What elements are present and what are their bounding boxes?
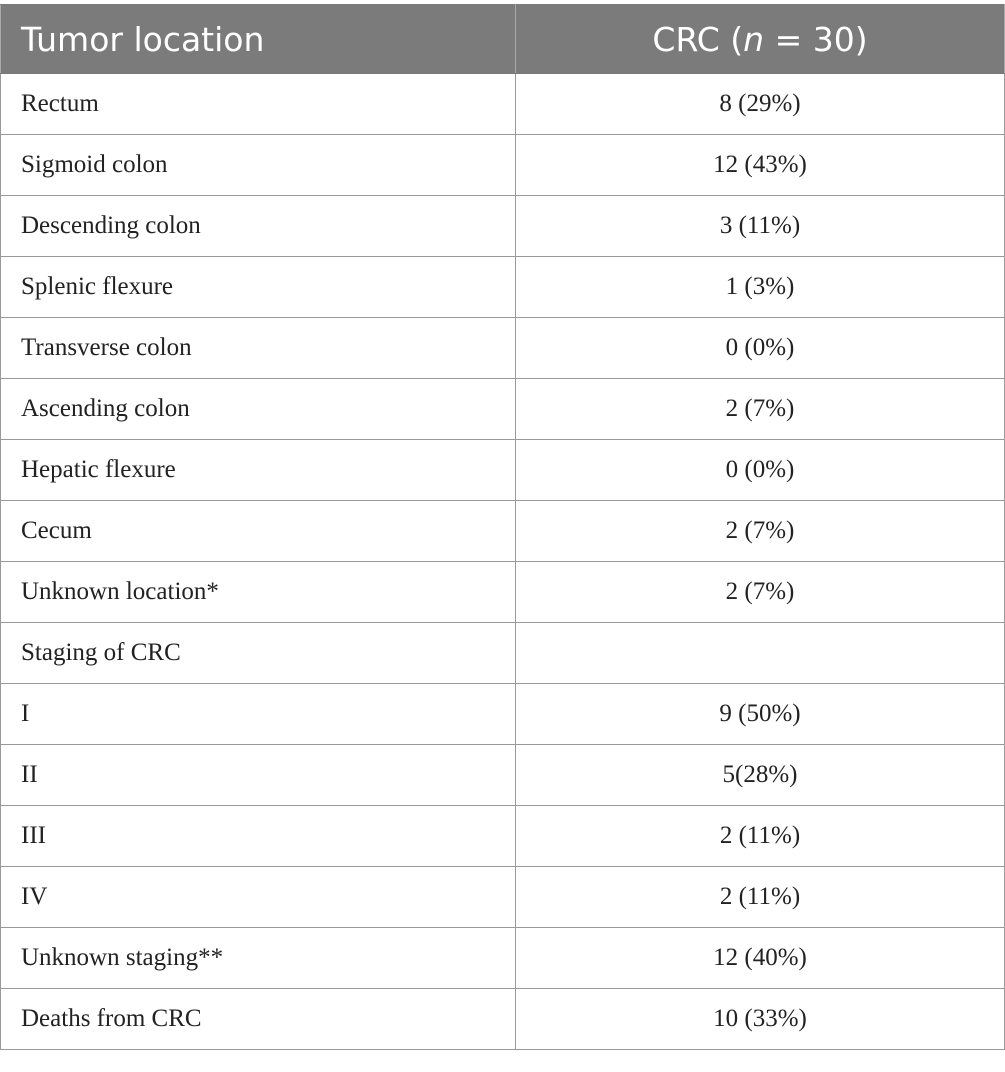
row-value: 1 (3%)	[516, 257, 1005, 318]
row-value: 2 (7%)	[516, 501, 1005, 562]
header-crc-n: n	[743, 19, 765, 59]
row-value: 2 (11%)	[516, 867, 1005, 928]
table-row	[1, 684, 1005, 745]
table-row	[1, 135, 1005, 196]
row-label: IV	[1, 867, 516, 928]
row-label: Unknown location*	[1, 562, 516, 623]
row-label: Unknown staging**	[1, 928, 516, 989]
row-value: 0 (0%)	[516, 318, 1005, 379]
row-value: 12 (43%)	[516, 135, 1005, 196]
tumor-location-table	[0, 4, 1005, 1050]
data-table-container	[0, 4, 1004, 1050]
table-row	[1, 928, 1005, 989]
row-value: 3 (11%)	[516, 196, 1005, 257]
row-value: 2 (7%)	[516, 379, 1005, 440]
row-label: Deaths from CRC	[1, 989, 516, 1050]
table-row	[1, 440, 1005, 501]
table-body	[1, 74, 1005, 1050]
row-value: 2 (11%)	[516, 806, 1005, 867]
table-row	[1, 745, 1005, 806]
row-value: 8 (29%)	[516, 74, 1005, 135]
section-row-staging	[1, 623, 1005, 684]
row-label: Splenic flexure	[1, 257, 516, 318]
header-crc-count	[516, 5, 1005, 74]
table-row	[1, 379, 1005, 440]
table-row	[1, 989, 1005, 1050]
row-label: Sigmoid colon	[1, 135, 516, 196]
table-row	[1, 196, 1005, 257]
table-row	[1, 257, 1005, 318]
header-crc-suffix: = 30)	[764, 19, 868, 59]
row-value	[516, 623, 1005, 684]
header-crc-prefix: CRC (	[652, 19, 744, 59]
row-value: 12 (40%)	[516, 928, 1005, 989]
table-row	[1, 318, 1005, 379]
row-value: 5(28%)	[516, 745, 1005, 806]
table-row	[1, 806, 1005, 867]
table-row	[1, 562, 1005, 623]
table-row	[1, 867, 1005, 928]
row-label: Ascending colon	[1, 379, 516, 440]
row-value: 0 (0%)	[516, 440, 1005, 501]
row-label: Staging of CRC	[1, 623, 516, 684]
row-label: III	[1, 806, 516, 867]
row-label: Hepatic flexure	[1, 440, 516, 501]
header-tumor-location: Tumor location	[1, 5, 516, 74]
header-row	[1, 5, 1005, 74]
row-label: Cecum	[1, 501, 516, 562]
row-label: I	[1, 684, 516, 745]
table-row	[1, 74, 1005, 135]
row-value: 9 (50%)	[516, 684, 1005, 745]
table-header	[1, 5, 1005, 74]
table-row	[1, 501, 1005, 562]
row-label: II	[1, 745, 516, 806]
row-label: Rectum	[1, 74, 516, 135]
row-label: Descending colon	[1, 196, 516, 257]
row-value: 2 (7%)	[516, 562, 1005, 623]
row-label: Transverse colon	[1, 318, 516, 379]
row-value: 10 (33%)	[516, 989, 1005, 1050]
